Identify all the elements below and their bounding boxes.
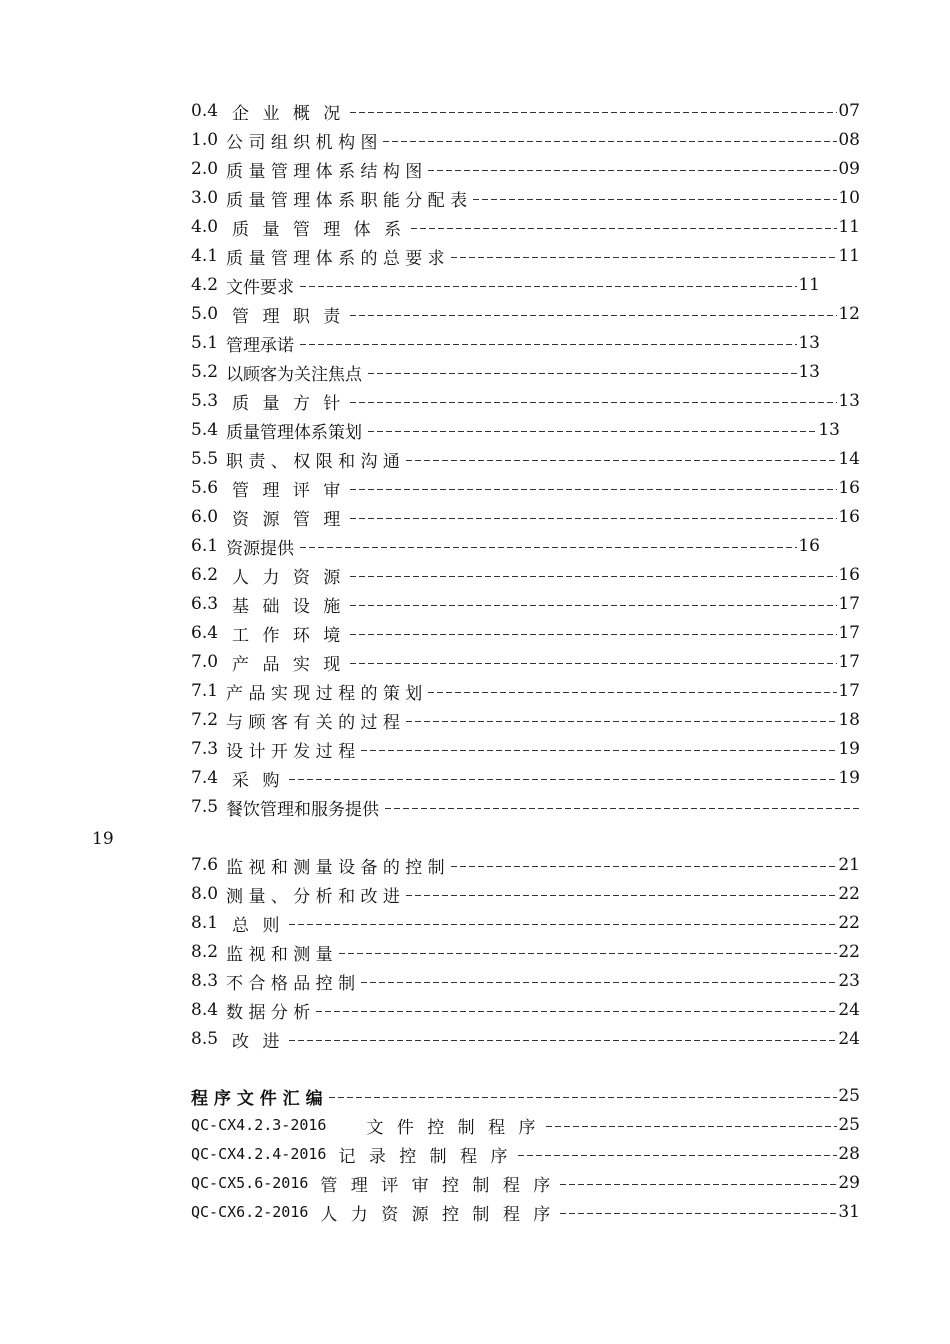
- toc-row: [191, 156, 860, 182]
- toc-number: 5.4: [191, 420, 219, 440]
- toc-number: 1.0: [191, 130, 219, 150]
- toc-page: 19: [838, 739, 860, 759]
- dot-leader: [316, 1011, 837, 1012]
- toc-page: 17: [838, 594, 860, 614]
- toc-title: 餐饮管理和服务提供: [226, 799, 380, 820]
- toc-row: [191, 620, 860, 646]
- dot-leader: [546, 1126, 838, 1127]
- toc-number: 7.5: [191, 797, 219, 817]
- dot-leader: [300, 547, 797, 548]
- dot-leader: [518, 1155, 838, 1156]
- procedures-title: 程 序 文 件 汇 编: [191, 1088, 323, 1109]
- procedures-heading: [191, 1083, 860, 1109]
- toc-title: 监 视 和 测 量 设 备 的 控 制: [226, 857, 445, 878]
- toc-title: 质 量 管 理 体 系 职 能 分 配 表: [226, 190, 468, 211]
- procedure-code: QC-CX6.2-2016: [191, 1203, 309, 1221]
- toc-title: 职 责 、 权 限 和 沟 通: [226, 451, 400, 472]
- toc-row: [191, 852, 860, 878]
- procedure-page: 31: [838, 1202, 860, 1222]
- toc-page: 21: [838, 855, 860, 875]
- dot-leader: [406, 460, 837, 461]
- toc-row: [191, 185, 860, 211]
- toc-row: [191, 881, 860, 907]
- toc-page: 11: [798, 275, 820, 295]
- toc-row: [191, 475, 860, 501]
- dot-leader: [473, 199, 837, 200]
- procedure-row: [191, 1112, 860, 1138]
- toc-number: 7.1: [191, 681, 219, 701]
- toc-row: [191, 765, 860, 791]
- toc-title: 总 则: [232, 915, 284, 936]
- toc-number: 5.3: [191, 391, 219, 411]
- toc-row: [191, 301, 860, 327]
- toc-page: 08: [838, 130, 860, 150]
- toc-page: 13: [838, 391, 860, 411]
- dot-leader: [560, 1184, 837, 1185]
- toc-title: 质 量 管 理 体 系 的 总 要 求: [226, 248, 445, 269]
- toc-number: 5.2: [191, 362, 219, 382]
- toc-title: 人 力 资 源: [232, 567, 345, 588]
- toc-title: 质 量 管 理 体 系 结 构 图: [226, 161, 423, 182]
- dot-leader: [560, 1213, 837, 1214]
- toc-number: 3.0: [191, 188, 219, 208]
- toc-title: 监 视 和 测 量: [226, 944, 333, 965]
- toc-row: [191, 562, 860, 588]
- toc-number: 6.0: [191, 507, 219, 527]
- toc-row: [191, 707, 860, 733]
- dot-leader: [289, 1040, 837, 1041]
- toc-title: 管理承诺: [226, 335, 295, 356]
- procedure-code: QC-CX5.6-2016: [191, 1174, 309, 1192]
- toc-row: [191, 417, 840, 443]
- toc-page: 07: [838, 101, 860, 121]
- toc-page: 13: [798, 333, 820, 353]
- dot-leader: [368, 373, 797, 374]
- toc-row: [191, 446, 860, 472]
- toc-row: [191, 591, 860, 617]
- toc-page: 11: [838, 246, 860, 266]
- toc-row: [191, 939, 860, 965]
- dot-leader: [350, 634, 837, 635]
- toc-page: 18: [838, 710, 860, 730]
- dot-leader: [350, 605, 837, 606]
- toc-number: 5.0: [191, 304, 219, 324]
- toc-page: 10: [838, 188, 860, 208]
- toc-page: 16: [838, 507, 860, 527]
- dot-leader: [300, 286, 797, 287]
- toc-title: 与 顾 客 有 关 的 过 程: [226, 712, 400, 733]
- toc-title: 资源提供: [226, 538, 295, 559]
- dot-leader: [329, 1097, 838, 1098]
- dot-leader: [300, 344, 797, 345]
- toc-row: [191, 214, 860, 240]
- toc-title: 采 购: [232, 770, 284, 791]
- toc-page: 17: [838, 623, 860, 643]
- procedure-page: 29: [838, 1173, 860, 1193]
- procedure-page: 25: [838, 1115, 860, 1135]
- toc-title: 企 业 概 况: [232, 103, 345, 124]
- toc-number: 0.4: [191, 101, 219, 121]
- toc-number: 8.1: [191, 913, 219, 933]
- procedure-title: 文 件 控 制 程 序: [366, 1117, 540, 1138]
- toc-number: 6.3: [191, 594, 219, 614]
- toc-row: [191, 1026, 860, 1052]
- toc-page: 24: [838, 1000, 860, 1020]
- dot-leader: [406, 895, 837, 896]
- dot-leader: [411, 228, 837, 229]
- dot-leader: [350, 315, 837, 316]
- toc-row: [191, 678, 860, 704]
- toc-row: [191, 910, 860, 936]
- procedure-row: [191, 1141, 860, 1167]
- dot-leader: [428, 170, 837, 171]
- toc-number: 7.2: [191, 710, 219, 730]
- toc-number: 8.4: [191, 1000, 219, 1020]
- dot-leader: [350, 518, 837, 519]
- toc-page: 16: [798, 536, 820, 556]
- dot-leader: [368, 431, 817, 432]
- toc-page: 22: [838, 913, 860, 933]
- toc-row: [191, 388, 860, 414]
- dot-leader: [406, 721, 837, 722]
- toc-title: 改 进: [232, 1031, 284, 1052]
- toc-title: 公 司 组 织 机 构 图: [226, 132, 378, 153]
- dot-leader: [361, 750, 837, 751]
- procedures-page: 25: [838, 1086, 860, 1106]
- toc-number: 7.0: [191, 652, 219, 672]
- toc-title: 设 计 开 发 过 程: [226, 741, 356, 762]
- procedure-title: 记 录 控 制 程 序: [338, 1146, 512, 1167]
- toc-number: 5.6: [191, 478, 219, 498]
- toc-title: 以顾客为关注焦点: [226, 364, 363, 385]
- toc-row: [191, 98, 860, 124]
- toc-number: 4.0: [191, 217, 219, 237]
- toc-title: 测 量 、 分 析 和 改 进: [226, 886, 400, 907]
- toc-page: 17: [838, 652, 860, 672]
- toc-page: 13: [818, 420, 840, 440]
- toc-page: 13: [798, 362, 820, 382]
- toc-title: 基 础 设 施: [232, 596, 345, 617]
- toc-number: 2.0: [191, 159, 219, 179]
- toc-title: 质量管理体系策划: [226, 422, 363, 443]
- procedure-page: 28: [838, 1144, 860, 1164]
- procedure-title: 管 理 评 审 控 制 程 序: [320, 1175, 555, 1196]
- toc-number: 7.6: [191, 855, 219, 875]
- toc-row: [191, 736, 860, 762]
- toc-row: [191, 794, 860, 820]
- toc-number: 4.2: [191, 275, 219, 295]
- procedure-code: QC-CX4.2.4-2016: [191, 1145, 327, 1163]
- toc-number: 8.3: [191, 971, 219, 991]
- dot-leader: [361, 982, 837, 983]
- toc-title: 资 源 管 理: [232, 509, 345, 530]
- procedure-row: [191, 1170, 860, 1196]
- dot-leader: [350, 402, 837, 403]
- procedure-title: 人 力 资 源 控 制 程 序: [320, 1204, 555, 1225]
- toc-page: 22: [838, 942, 860, 962]
- toc-row: [191, 272, 820, 298]
- toc-page: 19: [838, 768, 860, 788]
- toc-number: 5.1: [191, 333, 219, 353]
- toc-title: 数 据 分 析: [226, 1002, 311, 1023]
- toc-number: 4.1: [191, 246, 219, 266]
- dot-leader: [383, 141, 837, 142]
- toc-title: 文件要求: [226, 277, 295, 298]
- toc-title: 不 合 格 品 控 制: [226, 973, 356, 994]
- toc-page: 16: [838, 478, 860, 498]
- dot-leader: [289, 924, 837, 925]
- toc-title: 产 品 实 现: [232, 654, 345, 675]
- toc-number: 7.3: [191, 739, 219, 759]
- toc-row: [191, 533, 820, 559]
- toc-page: 14: [838, 449, 860, 469]
- toc-title: 管 理 职 责: [232, 306, 345, 327]
- toc-page: 16: [838, 565, 860, 585]
- dot-leader: [350, 663, 837, 664]
- toc-title: 质 量 管 理 体 系: [232, 219, 406, 240]
- toc-title: 产 品 实 现 过 程 的 策 划: [226, 683, 423, 704]
- dot-leader: [451, 866, 838, 867]
- toc-title: 质 量 方 针: [232, 393, 345, 414]
- toc-number: 8.2: [191, 942, 219, 962]
- procedure-row: [191, 1199, 860, 1225]
- toc-number: 7.4: [191, 768, 219, 788]
- toc-number: 8.0: [191, 884, 219, 904]
- toc-row: [191, 997, 860, 1023]
- toc-row: [191, 243, 860, 269]
- dot-leader: [350, 576, 837, 577]
- toc-row: [191, 330, 820, 356]
- toc-title: 工 作 环 境: [232, 625, 345, 646]
- toc-number: 5.5: [191, 449, 219, 469]
- dot-leader: [289, 779, 837, 780]
- dot-leader: [385, 808, 859, 809]
- wrapped-page-number: 19: [92, 829, 114, 849]
- dot-leader: [350, 112, 837, 113]
- toc-number: 6.2: [191, 565, 219, 585]
- dot-leader: [428, 692, 837, 693]
- toc-row: [191, 649, 860, 675]
- toc-row: [191, 504, 860, 530]
- toc-page: 17: [838, 681, 860, 701]
- toc-row: [191, 968, 860, 994]
- dot-leader: [339, 953, 838, 954]
- toc-page: 23: [838, 971, 860, 991]
- toc-number: 6.4: [191, 623, 219, 643]
- toc-page: 11: [838, 217, 860, 237]
- dot-leader: [350, 489, 837, 490]
- toc-row: [191, 127, 860, 153]
- toc-number: 8.5: [191, 1029, 219, 1049]
- toc-title: 管 理 评 审: [232, 480, 345, 501]
- toc-page: 24: [838, 1029, 860, 1049]
- toc-page: 09: [838, 159, 860, 179]
- dot-leader: [451, 257, 838, 258]
- toc-number: 6.1: [191, 536, 219, 556]
- toc-page: 12: [838, 304, 860, 324]
- toc-row: [191, 359, 820, 385]
- procedure-code: QC-CX4.2.3-2016: [191, 1116, 327, 1134]
- toc-page: 22: [838, 884, 860, 904]
